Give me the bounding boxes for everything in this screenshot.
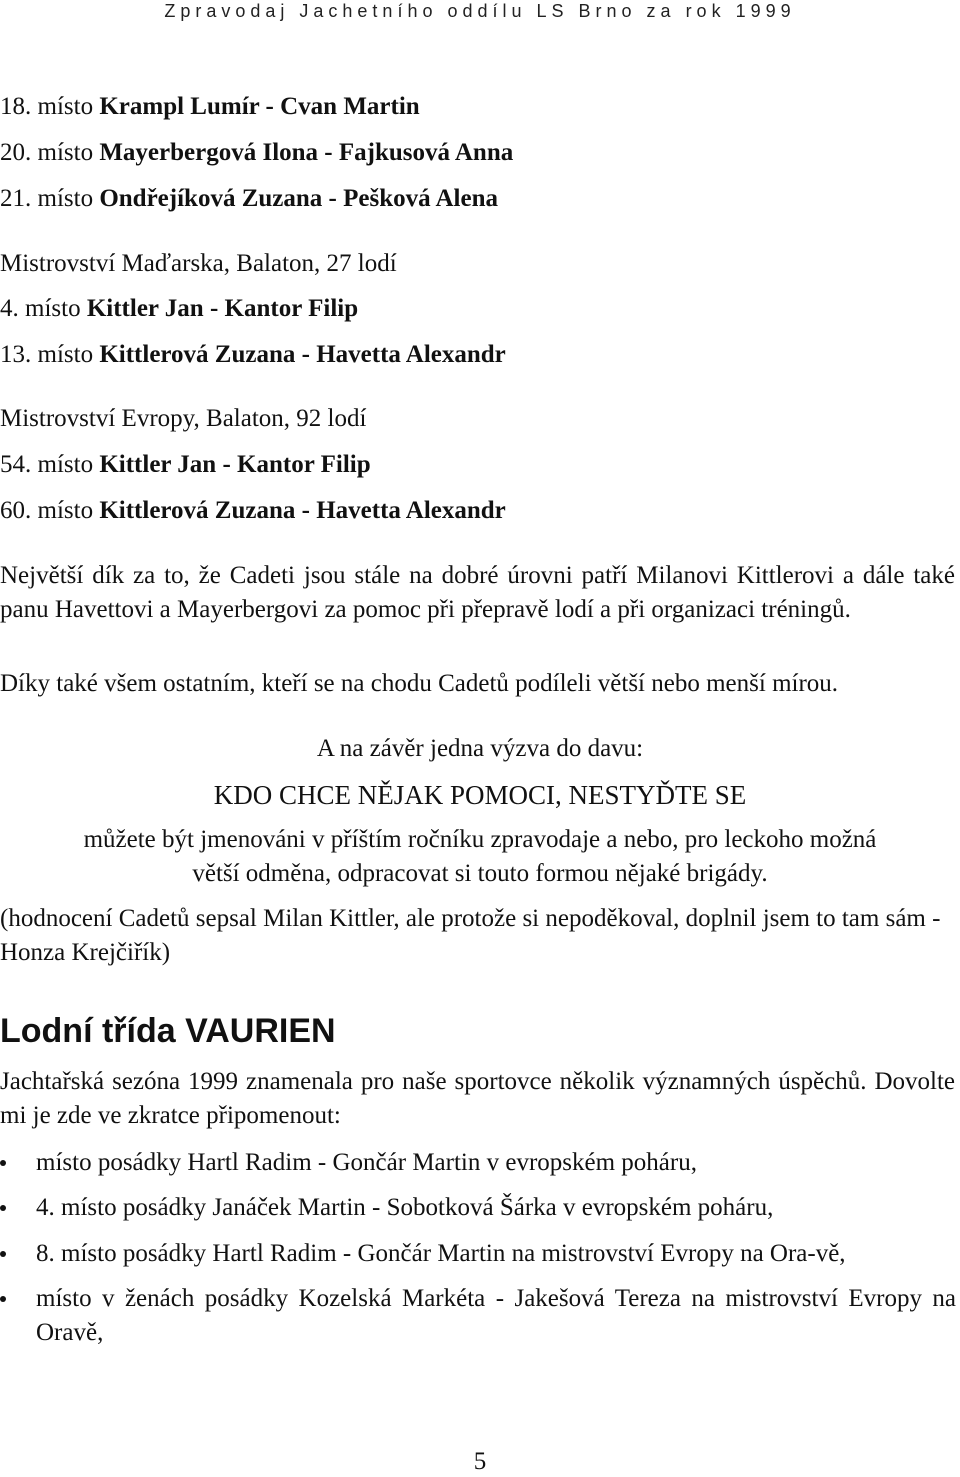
result-place: 54. místo [0, 451, 100, 478]
list-item-text: místo v ženách posádky Kozelská Markéta - Jakešová Tereza na mistrovství Evropy na Oravě, [36, 1285, 956, 1346]
result-place: 13. místo [0, 341, 100, 368]
appeal-line-2: větší odměna, odpracovat si touto formou nějaké brigády. [192, 860, 768, 887]
result-place: 18. místo [0, 93, 100, 120]
result-crew: Kittler Jan - Kantor Filip [86, 295, 359, 322]
list-item-text: místo posádky Hartl Radim - Gončár Martin v evropském poháru, [36, 1149, 697, 1176]
list-item-text: 8. místo posádky Hartl Radim - Gončár Martin na mistrovství Evropy na Ora-vě, [36, 1240, 846, 1267]
section-title-vaurien: Lodní třída VAURIEN [0, 1012, 336, 1050]
result-place: 21. místo [0, 185, 100, 212]
result-place: 60. místo [0, 497, 100, 524]
result-line [0, 450, 371, 480]
appeal-line-1: můžete být jmenováni v příštím ročníku zpravodaje a nebo, pro leckoho možná [83, 826, 877, 853]
result-line [0, 496, 506, 526]
result-line [0, 184, 498, 214]
appeal-intro: A na závěr jedna výzva do davu: [316, 735, 644, 762]
result-crew: Ondřejíková Zuzana - Pešková Alena [99, 185, 498, 212]
appeal-headline: KDO CHCE NĚJAK POMOCI, NESTYĎTE SE [213, 780, 747, 810]
result-crew: Mayerbergová Ilona - Fajkusová Anna [99, 139, 514, 166]
result-place: 20. místo [0, 139, 100, 166]
result-line [0, 92, 420, 122]
page-header: Zpravodaj Jachetního oddílu LS Brno za rok 1999 [164, 1, 796, 21]
list-item-text: 4. místo posádky Janáček Martin - Sobotková Šárka v evropském poháru, [36, 1194, 774, 1221]
result-crew: Kittlerová Zuzana - Havetta Alexandr [99, 341, 506, 368]
result-line [0, 138, 513, 168]
bullet-icon [0, 1160, 6, 1166]
author-note: (hodnocení Cadetů sepsal Milan Kittler, ale protože si nepoděkoval, doplnil jsem to tam sám - Honza Krejčiřík) [0, 905, 941, 966]
thanks-paragraph-2: Díky také všem ostatním, kteří se na chodu Cadetů podíleli větší nebo menší mírou. [0, 670, 839, 697]
result-crew: Krampl Lumír - Cvan Martin [99, 93, 420, 120]
bullet-icon [0, 1251, 6, 1257]
regatta-title-hungary: Mistrovství Maďarska, Balaton, 27 lodí [0, 250, 397, 277]
regatta-title-europe: Mistrovství Evropy, Balaton, 92 lodí [0, 405, 367, 432]
bullet-icon [0, 1205, 6, 1211]
page-number: 5 [473, 1448, 487, 1475]
bullet-icon [0, 1296, 6, 1302]
result-line [0, 294, 358, 324]
thanks-paragraph: Největší dík za to, že Cadeti jsou stále na dobré úrovni patří Milanovi Kittlerovi a dále také panu Havettovi a Mayerbergovi za pomoc při přepravě lodí a při organizaci tréningů. [0, 562, 955, 623]
vaurien-intro: Jachtařská sezóna 1999 znamenala pro naše sportovce několik významných úspěchů. Dovolte mi je zde ve zkratce připomenout: [0, 1068, 955, 1129]
result-crew: Kittler Jan - Kantor Filip [99, 451, 371, 478]
result-line [0, 340, 506, 370]
result-crew: Kittlerová Zuzana - Havetta Alexandr [99, 497, 506, 524]
result-place: 4. místo [0, 295, 87, 322]
